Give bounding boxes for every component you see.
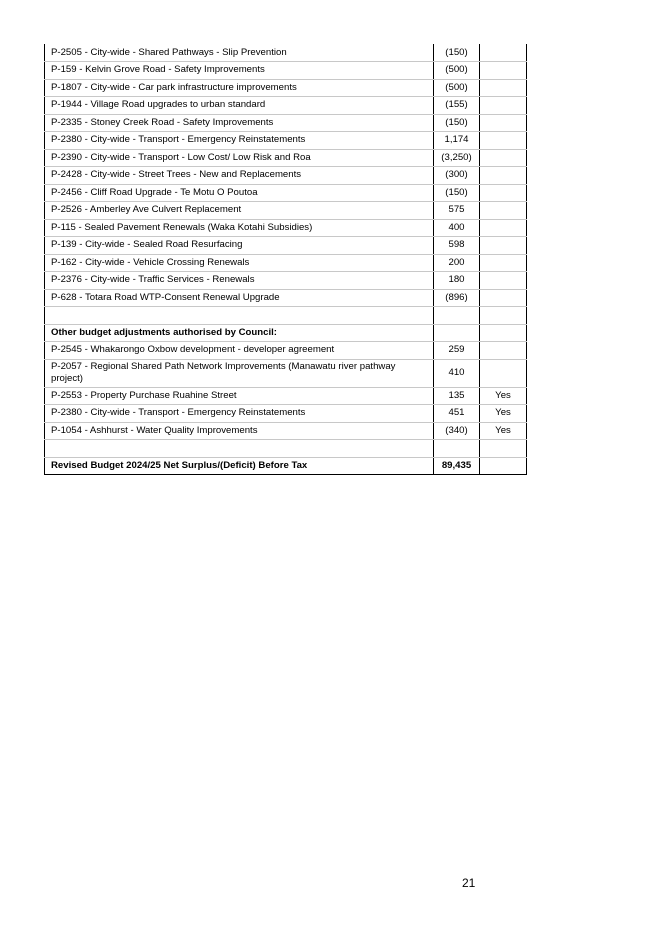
row-flag <box>480 324 527 342</box>
row-flag: Yes <box>480 405 527 423</box>
section-heading: Other budget adjustments authorised by Council: <box>45 324 434 342</box>
row-description <box>45 440 434 458</box>
table-row <box>45 132 527 150</box>
row-amount: 400 <box>434 219 480 237</box>
row-description: P-2428 - City-wide - Street Trees - New and Replacements <box>45 167 434 185</box>
row-amount: 575 <box>434 202 480 220</box>
blank-row <box>45 307 527 325</box>
row-amount <box>434 307 480 325</box>
row-amount: (150) <box>434 184 480 202</box>
row-flag <box>480 307 527 325</box>
total-amount: 89,435 <box>434 457 480 475</box>
row-description: P-2456 - Cliff Road Upgrade - Te Motu O Poutoa <box>45 184 434 202</box>
page-number: 21 <box>462 876 476 890</box>
table-row <box>45 184 527 202</box>
row-description: P-2553 - Property Purchase Ruahine Street <box>45 387 434 405</box>
row-description: P-2376 - City-wide - Traffic Services - Renewals <box>45 272 434 290</box>
row-amount: 1,174 <box>434 132 480 150</box>
row-flag <box>480 289 527 307</box>
row-flag <box>480 254 527 272</box>
row-description: P-2390 - City-wide - Transport - Low Cost/ Low Risk and Roa <box>45 149 434 167</box>
row-description: P-2526 - Amberley Ave Culvert Replacement <box>45 202 434 220</box>
row-amount: 200 <box>434 254 480 272</box>
table-row <box>45 149 527 167</box>
row-flag <box>480 342 527 360</box>
total-label: Revised Budget 2024/25 Net Surplus/(Deficit) Before Tax <box>45 457 434 475</box>
table-row <box>45 272 527 290</box>
table-row <box>45 97 527 115</box>
row-flag <box>480 184 527 202</box>
row-amount: 180 <box>434 272 480 290</box>
row-flag: Yes <box>480 422 527 440</box>
table-row <box>45 202 527 220</box>
table-row <box>45 359 527 387</box>
row-description: P-1054 - Ashhurst - Water Quality Improvements <box>45 422 434 440</box>
row-amount: (500) <box>434 62 480 80</box>
row-amount: (896) <box>434 289 480 307</box>
total-row <box>45 457 527 475</box>
row-description: P-2380 - City-wide - Transport - Emergency Reinstatements <box>45 405 434 423</box>
row-amount: (500) <box>434 79 480 97</box>
table-row <box>45 405 527 423</box>
row-description: P-2545 - Whakarongo Oxbow development - developer agreement <box>45 342 434 360</box>
table-row <box>45 387 527 405</box>
table-row <box>45 79 527 97</box>
row-flag <box>480 440 527 458</box>
row-flag <box>480 237 527 255</box>
table-row <box>45 167 527 185</box>
table-row <box>45 422 527 440</box>
row-amount: (3,250) <box>434 149 480 167</box>
row-flag <box>480 132 527 150</box>
row-flag <box>480 79 527 97</box>
table-row <box>45 44 527 62</box>
row-flag <box>480 62 527 80</box>
row-amount: 259 <box>434 342 480 360</box>
row-description: P-2057 - Regional Shared Path Network Improvements (Manawatu river pathway project) <box>45 359 434 387</box>
table-row <box>45 114 527 132</box>
table-row <box>45 342 527 360</box>
row-amount <box>434 324 480 342</box>
row-flag <box>480 457 527 475</box>
table-row <box>45 237 527 255</box>
row-description: P-2380 - City-wide - Transport - Emergency Reinstatements <box>45 132 434 150</box>
table-row <box>45 219 527 237</box>
row-flag <box>480 167 527 185</box>
row-amount: (150) <box>434 114 480 132</box>
row-amount: 598 <box>434 237 480 255</box>
row-description <box>45 307 434 325</box>
row-amount: (300) <box>434 167 480 185</box>
row-amount: 451 <box>434 405 480 423</box>
table-row <box>45 62 527 80</box>
row-flag <box>480 114 527 132</box>
row-amount: (340) <box>434 422 480 440</box>
row-description: P-1807 - City-wide - Car park infrastructure improvements <box>45 79 434 97</box>
row-description: P-2335 - Stoney Creek Road - Safety Improvements <box>45 114 434 132</box>
row-description: P-159 - Kelvin Grove Road - Safety Improvements <box>45 62 434 80</box>
row-flag <box>480 202 527 220</box>
row-amount: (155) <box>434 97 480 115</box>
row-description: P-628 - Totara Road WTP-Consent Renewal Upgrade <box>45 289 434 307</box>
row-description: P-115 - Sealed Pavement Renewals (Waka Kotahi Subsidies) <box>45 219 434 237</box>
row-flag <box>480 272 527 290</box>
row-amount: (150) <box>434 44 480 62</box>
row-flag <box>480 359 527 387</box>
row-flag: Yes <box>480 387 527 405</box>
row-description: P-162 - City-wide - Vehicle Crossing Renewals <box>45 254 434 272</box>
blank-row <box>45 440 527 458</box>
row-amount: 135 <box>434 387 480 405</box>
row-flag <box>480 149 527 167</box>
row-flag <box>480 97 527 115</box>
row-description: P-139 - City-wide - Sealed Road Resurfacing <box>45 237 434 255</box>
row-amount: 410 <box>434 359 480 387</box>
row-flag <box>480 44 527 62</box>
budget-table <box>44 44 527 475</box>
row-amount <box>434 440 480 458</box>
row-flag <box>480 219 527 237</box>
row-description: P-1944 - Village Road upgrades to urban standard <box>45 97 434 115</box>
row-description: P-2505 - City-wide - Shared Pathways - Slip Prevention <box>45 44 434 62</box>
section-heading-row <box>45 324 527 342</box>
table-row <box>45 254 527 272</box>
table-row <box>45 289 527 307</box>
